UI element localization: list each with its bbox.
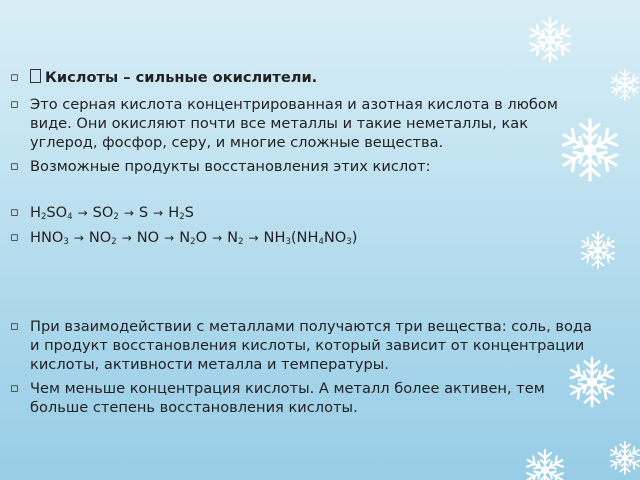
bullet-icon: ▫ [10,319,19,334]
bullet-icon: ▫ [10,159,19,174]
bullet-icon: ▫ [10,230,19,245]
slide-content [10,68,600,417]
slide-heading: Кислоты – сильные окислители. [45,69,318,86]
arrow-icon: → [248,231,259,245]
bullet-paragraph-4 [10,379,600,417]
bullet-icon: ▫ [10,97,19,112]
paragraph-text: При взаимодействии с металлами получаются три вещества: соль, вода и продукт восстановления кислоты, который зависит от концентрации кислоты, активности металла и температуры. [30,318,592,373]
paragraph-text: Возможные продукты восстановления этих кислот: [30,158,431,175]
snowflake-icon [609,442,640,474]
checkbox-glyph-icon [30,69,41,83]
snowflake-icon [525,450,566,480]
bullet-paragraph-2 [10,157,600,176]
arrow-icon: → [153,206,164,220]
arrow-icon: → [121,231,132,245]
formula-nitric: $HNO_3 \to NO_2$ → NO → $N_2O \to N_2 \to NH_3(NH_4NO_3)$ [30,229,358,247]
bullet-paragraph-3 [10,317,600,374]
paragraph-text: Чем меньше концентрация кислоты. А металл более активен, тем больше степень восстановления кислоты. [30,380,545,416]
snowflake-icon [610,70,640,100]
snowflake-icon [528,18,573,62]
bullet-formula-sulfuric [10,203,600,223]
arrow-icon: → [212,231,223,245]
bullet-icon: ▫ [10,205,19,220]
arrow-icon: → [164,231,175,245]
bullet-icon: ▫ [10,70,19,85]
bullet-paragraph-1 [10,95,600,152]
paragraph-text: Это серная кислота концентрированная и азотная кислота в любом виде. Они окисляют почти все металлы и такие неметаллы, как углерод, фосфор, серу, и многие сложные вещества. [30,96,558,151]
bullet-formula-nitric [10,228,600,248]
bullet-icon: ▫ [10,381,19,396]
arrow-icon: → [123,206,134,220]
bullet-heading [10,68,600,87]
arrow-icon: → [77,206,88,220]
arrow-icon: → [73,231,84,245]
formula-sulfuric: $H_2SO_4 \to SO_2 \to S \to H_2S$ [30,204,194,222]
